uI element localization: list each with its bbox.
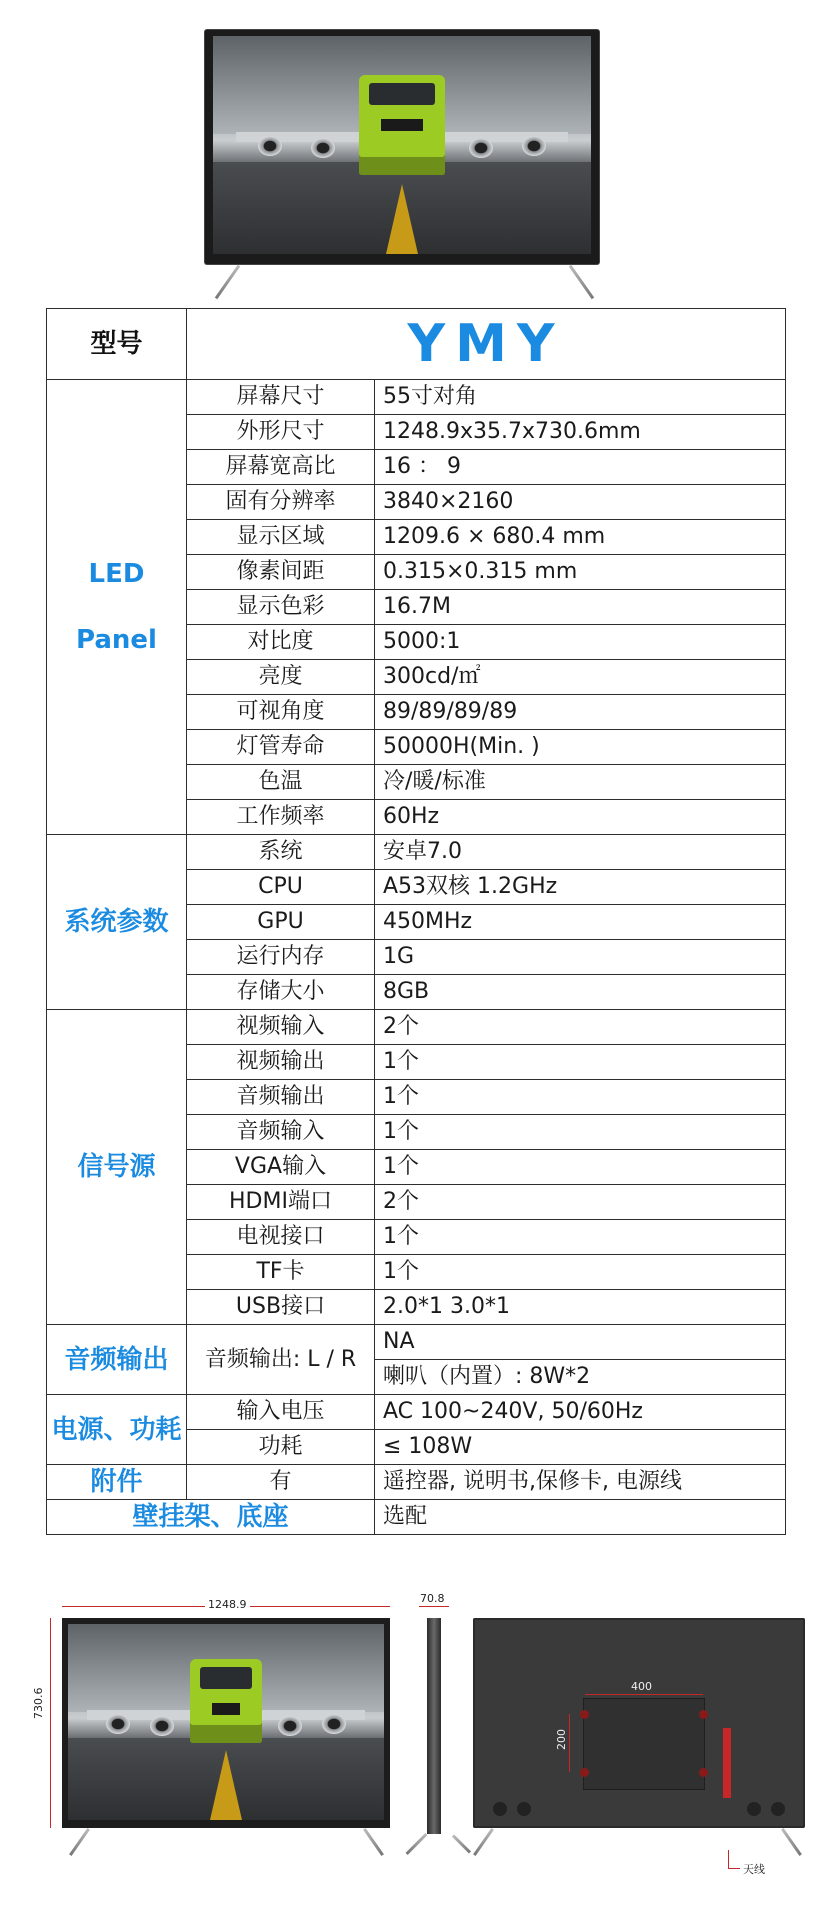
model-value: YMY [187,309,786,380]
spec-label: 显示色彩 [187,590,375,625]
spec-value: ≤ 108W [375,1430,786,1465]
spec-label: USB接口 [187,1290,375,1325]
spec-value: 55寸对角 [375,380,786,415]
spec-value: 1个 [375,1080,786,1115]
spec-value: 16 ： 9 [375,450,786,485]
spec-value: 2.0*1 3.0*1 [375,1290,786,1325]
spec-value: 2个 [375,1185,786,1220]
spec-label: 视频输出 [187,1045,375,1080]
category-label: Panel [76,625,157,655]
spec-value: 16.7M [375,590,786,625]
spec-label: 工作频率 [187,800,375,835]
antenna-label: 天线 [743,1863,765,1876]
spec-row [47,1500,786,1535]
spec-label: 屏幕宽高比 [187,450,375,485]
category-cell [47,380,187,835]
tv-front-image [205,30,599,264]
category-cell: 系统参数 [47,835,187,1010]
depth-dimension-label: 70.8 [420,1592,445,1605]
spec-label: TF卡 [187,1255,375,1290]
spec-label: 音频输入 [187,1115,375,1150]
spec-row [47,1465,786,1500]
spec-value: 300cd/㎡ [375,660,786,695]
suv-icon [359,75,445,175]
category-label: LED [88,559,145,589]
spec-value: 1248.9x35.7x730.6mm [375,415,786,450]
category-cell: 信号源 [47,1010,187,1325]
spec-label: 亮度 [187,660,375,695]
spec-row [47,1395,786,1430]
spec-label: 功耗 [187,1430,375,1465]
spec-label: 音频输出 [187,1080,375,1115]
spec-value: 1个 [375,1255,786,1290]
spec-value: NA [375,1325,786,1360]
runway-icon [386,184,418,254]
spec-label: 对比度 [187,625,375,660]
width-dimension-label: 1248.9 [205,1598,250,1611]
spec-row [47,380,786,415]
spec-value: 安卓7.0 [375,835,786,870]
height-dimension-label: 730.6 [32,1685,45,1723]
spec-value: 1G [375,940,786,975]
category-cell: 附件 [47,1465,187,1500]
spec-label: 存储大小 [187,975,375,1010]
spec-label: 运行内存 [187,940,375,975]
spec-row [47,1325,786,1360]
category-cell: 电源、功耗 [47,1395,187,1465]
spec-value: 450MHz [375,905,786,940]
tv-screen-scene [213,36,591,254]
spec-value: 5000:1 [375,625,786,660]
spec-value: 1个 [375,1220,786,1255]
spec-value: 1个 [375,1115,786,1150]
spec-label: 音频输出: L / R [187,1325,375,1395]
spec-value: 8GB [375,975,786,1010]
spec-value: 1个 [375,1150,786,1185]
spec-row [47,1010,786,1045]
vesa-width-label: 400 [631,1680,652,1693]
spec-value: A53双核 1.2GHz [375,870,786,905]
spec-value: 1个 [375,1045,786,1080]
spec-value: 50000H(Min. ) [375,730,786,765]
spec-label: 有 [187,1465,375,1500]
depth-dimension-line [419,1606,449,1607]
spec-label: 显示区域 [187,520,375,555]
spec-label: 视频输入 [187,1010,375,1045]
spec-value: 89/89/89/89 [375,695,786,730]
spec-label: 色温 [187,765,375,800]
category-cell: 壁挂架、底座 [47,1500,375,1535]
spec-label: 灯管寿命 [187,730,375,765]
spec-label: 可视角度 [187,695,375,730]
model-label: 型号 [47,309,187,380]
tv-side-image [427,1618,441,1834]
spec-value: 选配 [375,1500,786,1535]
spec-label: 像素间距 [187,555,375,590]
spec-label: 屏幕尺寸 [187,380,375,415]
spec-label: 外形尺寸 [187,415,375,450]
spec-row [47,835,786,870]
height-dimension-line [50,1618,51,1828]
spec-label: CPU [187,870,375,905]
spec-label: 系统 [187,835,375,870]
spec-label: 固有分辨率 [187,485,375,520]
spec-value: 3840×2160 [375,485,786,520]
tv-back-image [473,1618,805,1828]
spec-value: AC 100~240V, 50/60Hz [375,1395,786,1430]
spec-table [46,308,786,1535]
model-row [47,309,786,380]
spec-label: VGA输入 [187,1150,375,1185]
spec-label: 输入电压 [187,1395,375,1430]
spec-value: 60Hz [375,800,786,835]
spec-label: 电视接口 [187,1220,375,1255]
spec-value: 2个 [375,1010,786,1045]
category-cell: 音频输出 [47,1325,187,1395]
spec-value: 0.315×0.315 mm [375,555,786,590]
vesa-height-label: 200 [555,1729,568,1750]
spec-value: 1209.6 × 680.4 mm [375,520,786,555]
spec-label: GPU [187,905,375,940]
spec-label: HDMI端口 [187,1185,375,1220]
spec-value: 冷/暖/标准 [375,765,786,800]
tv-front-dimension-image [62,1618,390,1828]
spec-value: 喇叭（内置）: 8W*2 [375,1360,786,1395]
spec-value: 遥控器, 说明书,保修卡, 电源线 [375,1465,786,1500]
